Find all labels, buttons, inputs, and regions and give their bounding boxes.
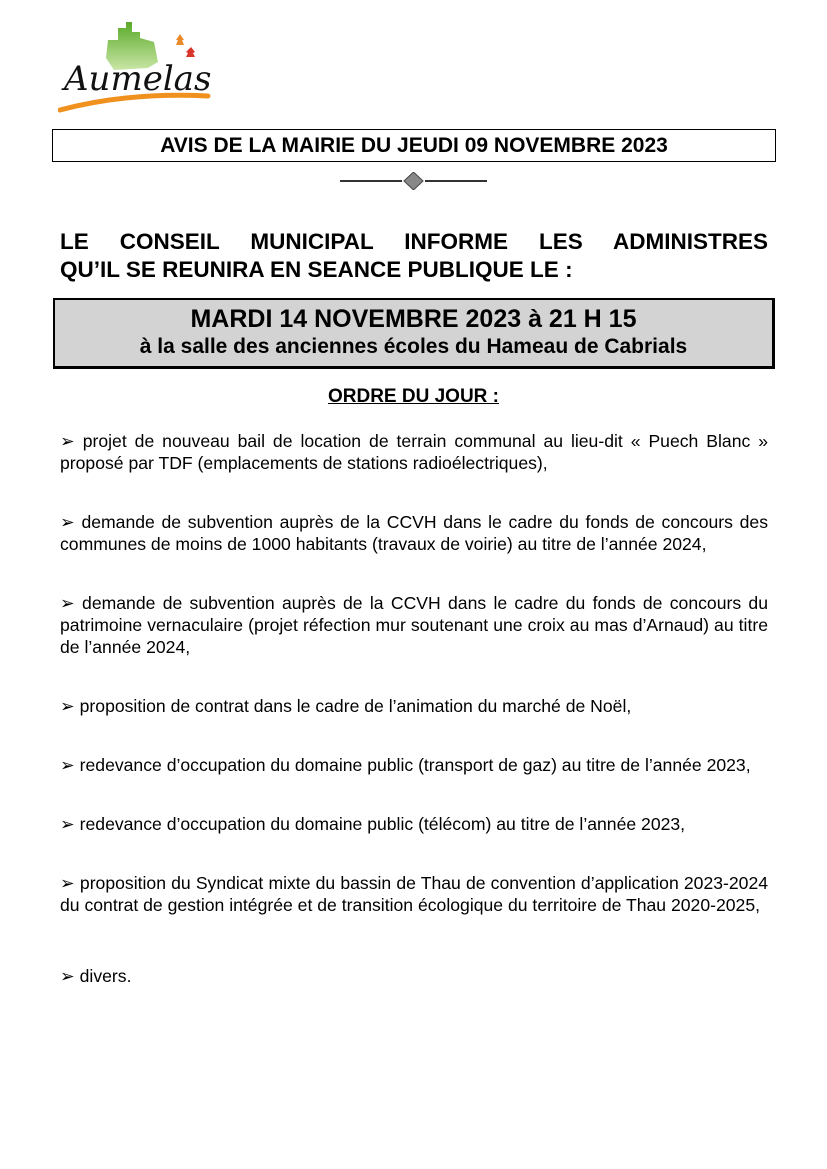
agenda-item-text: projet de nouveau bail de location de terrain communal au lieu-dit « Puech Blanc » proposé par TDF (emplacements de stations radioélectriques), — [60, 431, 769, 473]
agenda-title: ORDRE DU JOUR : — [327, 386, 499, 407]
agenda-item — [60, 754, 768, 776]
agenda-item-text: redevance d’occupation du domaine public (télécom) au titre de l’année 2023, — [79, 814, 686, 834]
agenda-item — [60, 430, 768, 474]
logo-wordmark: Aumelas — [64, 59, 212, 99]
agenda-item-text: proposition de contrat dans le cadre de l’animation du marché de Noël, — [79, 696, 632, 716]
announcement-line-1: LE CONSEIL MUNICIPAL INFORME LES ADMINISTRES — [60, 229, 768, 254]
aumelas-logo — [58, 18, 218, 116]
meeting-info-box — [53, 298, 775, 369]
diamond-divider — [340, 172, 487, 190]
bullet-arrow-icon: ➢ — [60, 873, 75, 893]
logo-graphic — [58, 18, 218, 116]
notice-title: AVIS DE LA MAIRIE DU JEUDI 09 NOVEMBRE 2023 — [52, 129, 776, 162]
bullet-arrow-icon: ➢ — [60, 431, 75, 451]
agenda-item — [60, 965, 768, 987]
meeting-date: MARDI 14 NOVEMBRE 2023 à 21 H 15 — [190, 305, 637, 333]
council-announcement — [60, 228, 768, 284]
bullet-arrow-icon: ➢ — [60, 966, 75, 986]
agenda-item — [60, 813, 768, 835]
bullet-arrow-icon: ➢ — [60, 512, 75, 532]
agenda-item-text: demande de subvention auprès de la CCVH dans le cadre du fonds de concours des communes de moins de 1000 habitants (travaux de voirie) au titre de l’année 2024, — [60, 512, 768, 554]
agenda-item — [60, 872, 768, 916]
agenda-item-text: proposition du Syndicat mixte du bassin de Thau de convention d’application 2023-2024 du contrat de gestion intégrée et de transition écologique du territoire de Thau 2020-2025, — [60, 873, 769, 915]
bullet-arrow-icon: ➢ — [60, 814, 75, 834]
agenda-item — [60, 511, 768, 555]
agenda-item-text: redevance d’occupation du domaine public (transport de gaz) au titre de l’année 2023, — [79, 755, 751, 775]
meeting-place: à la salle des anciennes écoles du Hameau de Cabrials — [139, 335, 688, 358]
bullet-arrow-icon: ➢ — [60, 696, 75, 716]
bullet-arrow-icon: ➢ — [60, 755, 75, 775]
bullet-arrow-icon: ➢ — [60, 593, 75, 613]
agenda-item — [60, 695, 768, 717]
agenda-list — [60, 430, 768, 1024]
agenda-item-text: divers. — [79, 966, 132, 986]
agenda-item — [60, 592, 768, 658]
announcement-line-2: QU’IL SE REUNIRA EN SEANCE PUBLIQUE LE : — [60, 257, 573, 282]
agenda-item-text: demande de subvention auprès de la CCVH dans le cadre du fonds de concours du patrimoine vernaculaire (projet réfection mur soutenant une croix au mas d’Arnaud) au titre de l’année 2024, — [60, 593, 769, 657]
